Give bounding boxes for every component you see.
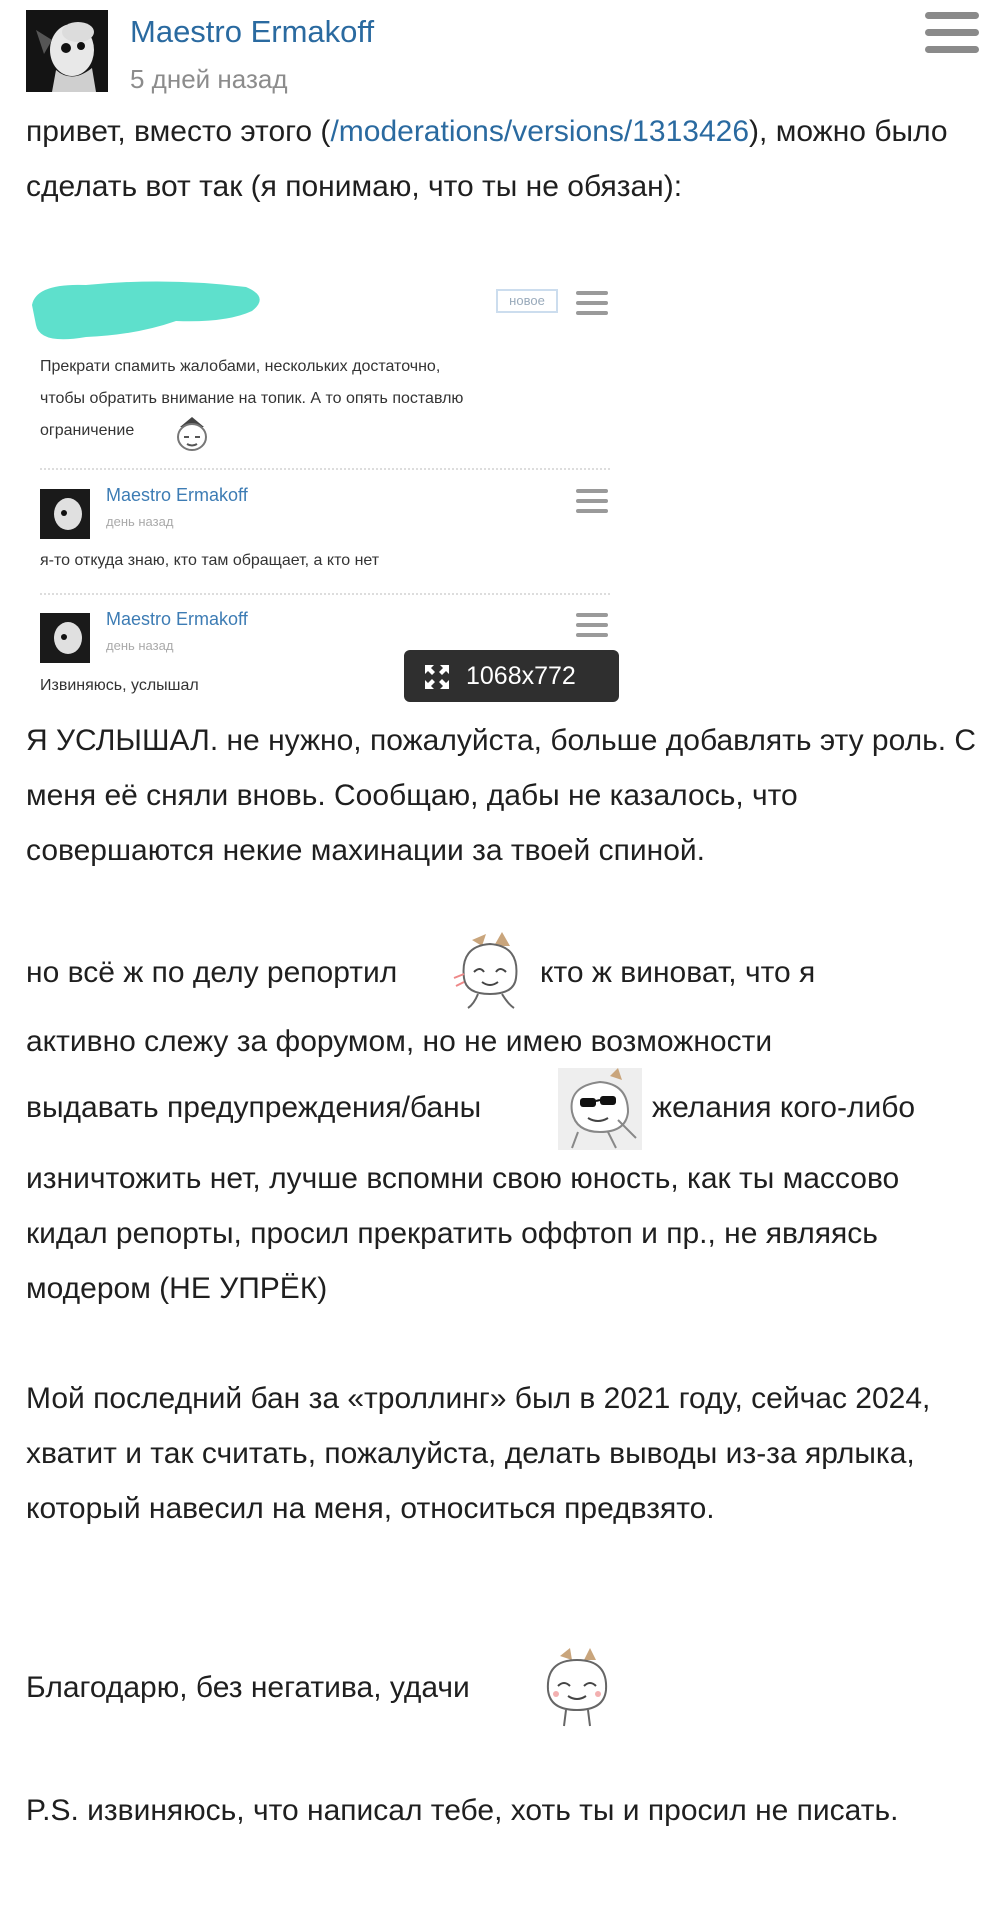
reply1-time: день назад	[106, 514, 174, 529]
reply-avatar	[40, 489, 90, 539]
paragraph-2-line3b: желания кого-либо	[652, 1091, 916, 1124]
paragraph-2-line1: но всё ж по делу репортил	[26, 956, 398, 989]
small-sticker-icon	[172, 413, 212, 457]
paragraph-1: Я УСЛЫШАЛ. не нужно, пожалуйста, больше добавлять эту роль. С меня её сняли вновь. Сообщаю, дабы не казалось, что совершаются некие махинации за твоей спиной.	[26, 724, 977, 867]
image-dimensions: 1068x772	[466, 662, 576, 690]
paragraph-5: P.S. извиняюсь, что написал тебе, хоть ты и просил не писать.	[26, 1794, 899, 1827]
expand-icon	[424, 664, 450, 690]
moderator-comment-line1: Прекрати спамить жалобами, нескольких достаточно,	[40, 358, 441, 375]
reply2-author: Maestro Ermakoff	[106, 609, 248, 629]
paragraph-2-line1b: кто ж виноват, что я	[540, 956, 816, 989]
paragraph-4: Благодарю, без негатива, удачи	[26, 1671, 470, 1704]
reply-avatar	[40, 613, 90, 663]
post-intro: привет, вместо этого (/moderations/versions/1313426), можно было сделать вот так (я понимаю, что ты не обязан):	[26, 115, 948, 203]
avatar[interactable]	[26, 10, 108, 92]
reply2-text: Извиняюсь, услышал	[40, 677, 199, 694]
author-name[interactable]: Maestro Ermakoff	[130, 14, 375, 49]
paragraph-2-line2: активно слежу за форумом, но не имею возможности	[26, 1025, 773, 1058]
new-badge: новое	[496, 289, 558, 313]
reply1-author: Maestro Ermakoff	[106, 485, 248, 505]
cat-sticker-sunglasses	[558, 1068, 642, 1150]
paragraph-2-rest: изничтожить нет, лучше вспомни свою юность, как ты массово кидал репорты, просил прекратить оффтоп и пр., не являясь модером (НЕ УПРЁК)	[26, 1162, 900, 1305]
reply1-text: я-то откуда знаю, кто там обращает, а кто нет	[40, 552, 380, 569]
embedded-screenshot[interactable]	[26, 275, 616, 707]
image-expand-button[interactable]	[404, 650, 619, 702]
reply2-time: день назад	[106, 638, 174, 653]
moderator-comment-line3: ограничение	[40, 422, 135, 439]
post-menu-button[interactable]	[925, 10, 981, 56]
post-header	[26, 10, 981, 100]
paragraph-3: Мой последний бан за «троллинг» был в 2021 году, сейчас 2024, хватит и так считать, пожалуйста, делать выводы из-за ярлыка, который навесил на меня, относиться предвзято.	[26, 1382, 931, 1525]
moderation-link[interactable]: /moderations/versions/1313426	[330, 115, 750, 148]
hamburger-icon	[925, 12, 979, 19]
cat-sticker-laughing	[452, 932, 528, 1016]
cat-sticker-smiling	[540, 1646, 614, 1730]
post-time: 5 дней назад	[130, 64, 288, 94]
moderator-comment-line2: чтобы обратить внимание на топик. А то опять поставлю	[40, 390, 464, 407]
paragraph-2-line3a: выдавать предупреждения/баны	[26, 1091, 482, 1124]
redaction-mark	[26, 275, 266, 355]
